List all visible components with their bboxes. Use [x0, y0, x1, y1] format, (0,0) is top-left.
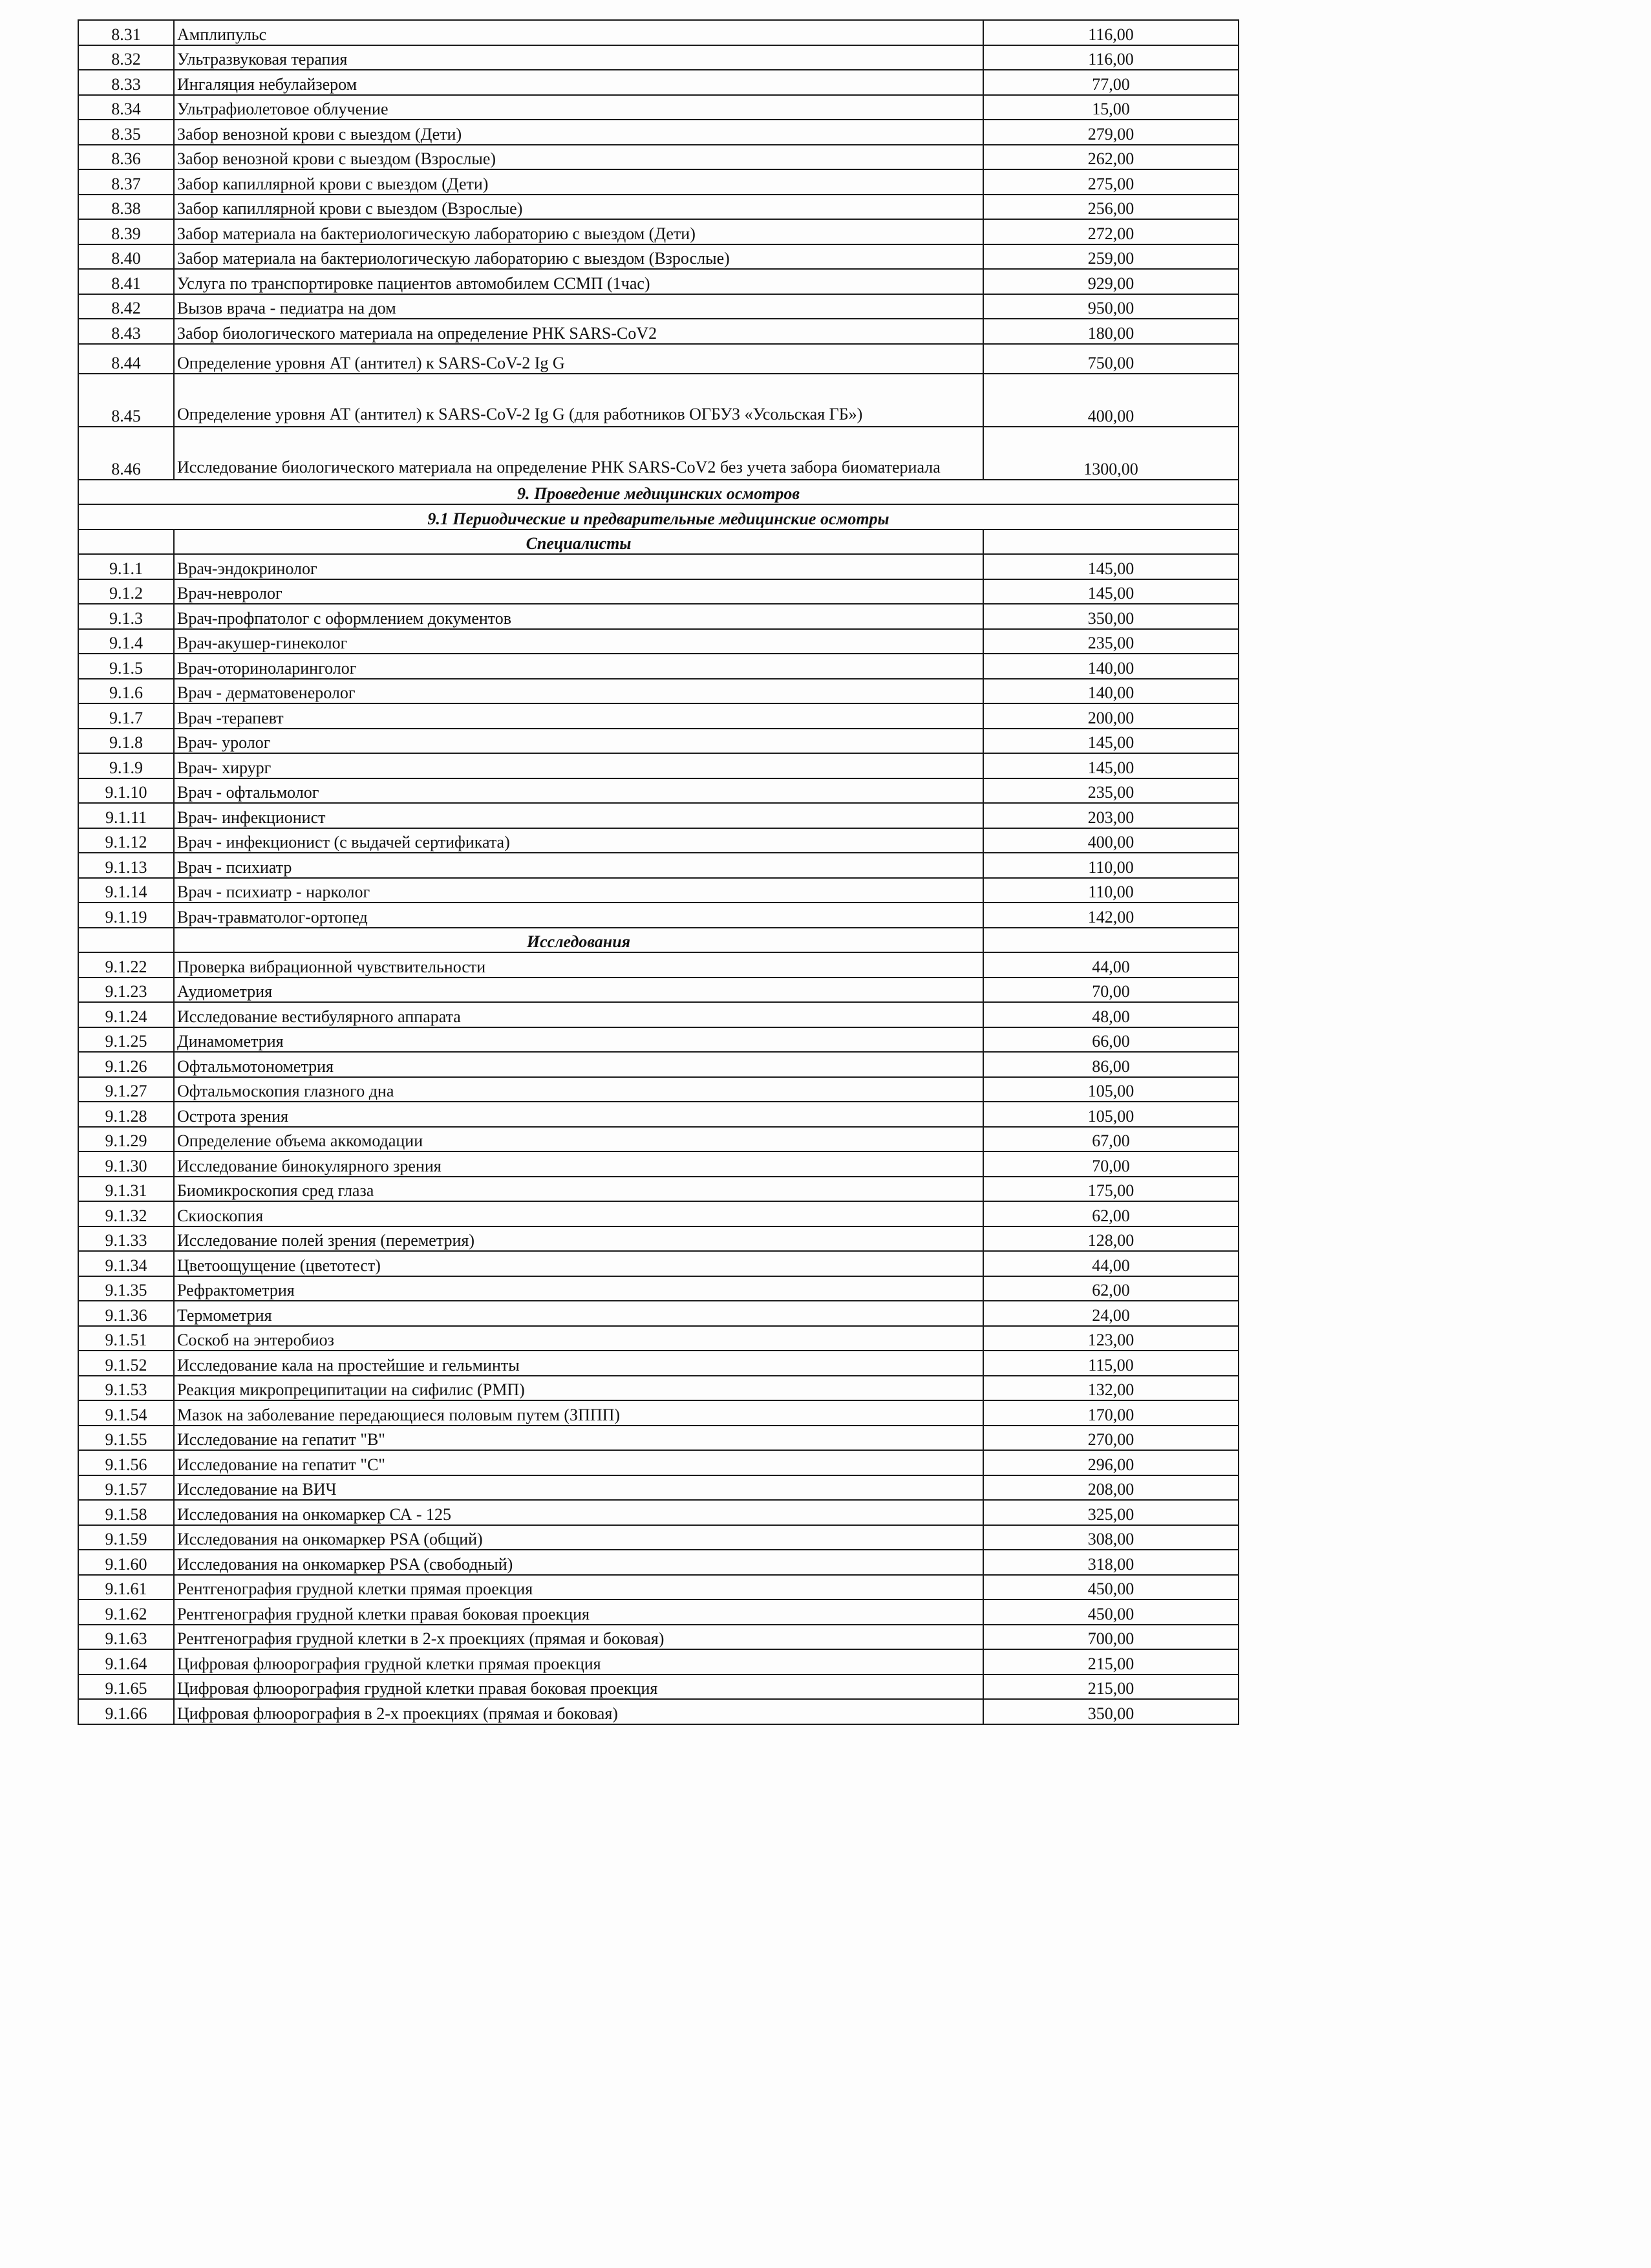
table-row: [78, 729, 1239, 754]
service-name: Цифровая флюорография грудной клетки правая боковая проекция: [174, 1674, 983, 1700]
service-price: 140,00: [983, 654, 1239, 679]
row-number: 8.42: [78, 294, 174, 319]
service-price: 325,00: [983, 1500, 1239, 1525]
row-number: 9.1.53: [78, 1376, 174, 1401]
table-row: [78, 169, 1239, 195]
row-number: 9.1.6: [78, 679, 174, 704]
service-name: Исследование полей зрения (переметрия): [174, 1226, 983, 1252]
service-price: 1300,00: [983, 427, 1239, 480]
table-row: [78, 374, 1239, 427]
row-number: 8.35: [78, 120, 174, 145]
service-price: 116,00: [983, 20, 1239, 45]
service-name: Услуга по транспортировке пациентов автомобилем ССМП (1час): [174, 269, 983, 294]
table-row: [78, 70, 1239, 95]
service-name: Врач-эндокринолог: [174, 554, 983, 579]
group-heading-specialists: Специалисты: [174, 530, 983, 555]
service-name: Цветоощущение (цветотест): [174, 1251, 983, 1276]
table-row: [78, 1052, 1239, 1077]
service-name: Проверка вибрационной чувствительности: [174, 952, 983, 978]
service-name: Исследование на гепатит "В": [174, 1426, 983, 1451]
service-price: 67,00: [983, 1127, 1239, 1152]
service-price: 142,00: [983, 903, 1239, 928]
service-name: Врач - офтальмолог: [174, 778, 983, 804]
research-heading: [78, 928, 1239, 953]
row-number: 9.1.32: [78, 1201, 174, 1226]
service-name: Исследование вестибулярного аппарата: [174, 1002, 983, 1027]
row-number: 8.31: [78, 20, 174, 45]
table-row: [78, 654, 1239, 679]
service-name: Рефрактометрия: [174, 1276, 983, 1301]
table-row: [78, 219, 1239, 244]
service-price: 62,00: [983, 1276, 1239, 1301]
table-row: [78, 1426, 1239, 1451]
table-row: [78, 145, 1239, 170]
price-list-table: [78, 19, 1239, 1725]
table-row: [78, 294, 1239, 319]
table-row: [78, 853, 1239, 878]
table-row: [78, 1674, 1239, 1700]
service-price: 400,00: [983, 374, 1239, 427]
service-name: Врач- хирург: [174, 753, 983, 778]
table-row: [78, 1525, 1239, 1550]
row-number: 9.1.62: [78, 1599, 174, 1625]
row-number: 9.1.28: [78, 1102, 174, 1127]
research-rows: [78, 952, 1239, 1724]
table-row: [78, 120, 1239, 145]
service-name: Забор венозной крови с выездом (Дети): [174, 120, 983, 145]
row-number: 9.1.29: [78, 1127, 174, 1152]
group-heading-row: [78, 530, 1239, 555]
row-number: 9.1.11: [78, 803, 174, 828]
empty-cell: [983, 928, 1239, 953]
service-name: Врач- инфекционист: [174, 803, 983, 828]
service-price: 70,00: [983, 978, 1239, 1003]
service-name: Мазок на заболевание передающиеся половым путем (ЗППП): [174, 1400, 983, 1426]
table-row: [78, 269, 1239, 294]
service-name: Врач-акушер-гинеколог: [174, 629, 983, 654]
service-name: Забор материала на бактериологическую лабораторию с выездом (Дети): [174, 219, 983, 244]
service-name: Исследование биологического материала на определение РНК SARS-CoV2 без учета забора биоматериала: [174, 427, 983, 480]
service-price: 275,00: [983, 169, 1239, 195]
table-row: [78, 1127, 1239, 1152]
service-price: 950,00: [983, 294, 1239, 319]
service-name: Исследования на онкомаркер PSA (общий): [174, 1525, 983, 1550]
table-row: [78, 778, 1239, 804]
service-price: 208,00: [983, 1475, 1239, 1501]
row-number: 9.1.23: [78, 978, 174, 1003]
service-price: 175,00: [983, 1177, 1239, 1202]
table-row: [78, 1699, 1239, 1724]
table-row: [78, 319, 1239, 344]
service-name: Вызов врача - педиатра на дом: [174, 294, 983, 319]
row-number: 9.1.64: [78, 1649, 174, 1674]
service-name: Врач-оториноларинголог: [174, 654, 983, 679]
service-name: Врач-профпатолог с оформлением документов: [174, 604, 983, 629]
service-name: Забор капиллярной крови с выездом (Взрослые): [174, 195, 983, 220]
service-price: 123,00: [983, 1326, 1239, 1351]
service-price: 115,00: [983, 1351, 1239, 1376]
row-number: 9.1.60: [78, 1550, 174, 1575]
row-number: 9.1.14: [78, 878, 174, 903]
row-number: 9.1.34: [78, 1251, 174, 1276]
specialists-rows: [78, 554, 1239, 928]
row-number: 9.1.31: [78, 1177, 174, 1202]
service-price: 279,00: [983, 120, 1239, 145]
table-row: [78, 803, 1239, 828]
row-number: 9.1.57: [78, 1475, 174, 1501]
service-price: 215,00: [983, 1649, 1239, 1674]
service-name: Динамометрия: [174, 1027, 983, 1053]
service-price: 48,00: [983, 1002, 1239, 1027]
row-number: 9.1.8: [78, 729, 174, 754]
group-heading-row: [78, 928, 1239, 953]
table-row: [78, 95, 1239, 120]
row-number: 9.1.26: [78, 1052, 174, 1077]
row-number: 8.36: [78, 145, 174, 170]
service-price: 400,00: [983, 828, 1239, 853]
table-row: [78, 1027, 1239, 1053]
row-number: 9.1.30: [78, 1151, 174, 1177]
service-name: Исследование кала на простейшие и гельминты: [174, 1351, 983, 1376]
row-number: 8.40: [78, 244, 174, 270]
table-row: [78, 1376, 1239, 1401]
table-row: [78, 878, 1239, 903]
row-number: 9.1.61: [78, 1575, 174, 1600]
row-number: 8.38: [78, 195, 174, 220]
service-price: 350,00: [983, 604, 1239, 629]
row-number: 9.1.4: [78, 629, 174, 654]
service-name: Врач - психиатр: [174, 853, 983, 878]
service-price: 145,00: [983, 579, 1239, 604]
service-price: 145,00: [983, 554, 1239, 579]
table-row: [78, 1251, 1239, 1276]
table-row: [78, 629, 1239, 654]
service-name: Исследование на гепатит "С": [174, 1450, 983, 1475]
service-name: Врач -терапевт: [174, 703, 983, 729]
service-price: 700,00: [983, 1625, 1239, 1650]
service-name: Врач - дерматовенеролог: [174, 679, 983, 704]
service-price: 170,00: [983, 1400, 1239, 1426]
row-number: 9.1.19: [78, 903, 174, 928]
service-name: Соскоб на энтеробиоз: [174, 1326, 983, 1351]
section-8-tall-rows: [78, 344, 1239, 555]
table-row: [78, 753, 1239, 778]
table-row: [78, 344, 1239, 374]
service-name: Врач- уролог: [174, 729, 983, 754]
row-number: 9.1.55: [78, 1426, 174, 1451]
row-number: 9.1.13: [78, 853, 174, 878]
row-number: 8.46: [78, 427, 174, 480]
service-price: 929,00: [983, 269, 1239, 294]
service-price: 350,00: [983, 1699, 1239, 1724]
service-price: 235,00: [983, 629, 1239, 654]
row-number: 9.1.33: [78, 1226, 174, 1252]
section-heading-row: [78, 480, 1239, 505]
table-row: [78, 1625, 1239, 1650]
row-number: 9.1.51: [78, 1326, 174, 1351]
service-price: 66,00: [983, 1027, 1239, 1053]
row-number: 9.1.9: [78, 753, 174, 778]
service-price: 145,00: [983, 729, 1239, 754]
service-name: Ингаляция небулайзером: [174, 70, 983, 95]
empty-cell: [983, 530, 1239, 555]
service-name: Амплипульс: [174, 20, 983, 45]
service-price: 450,00: [983, 1599, 1239, 1625]
table-row: [78, 244, 1239, 270]
service-price: 105,00: [983, 1102, 1239, 1127]
service-price: 180,00: [983, 319, 1239, 344]
row-number: 8.32: [78, 45, 174, 70]
table-row: [78, 679, 1239, 704]
row-number: 9.1.59: [78, 1525, 174, 1550]
row-number: 9.1.2: [78, 579, 174, 604]
table-row: [78, 978, 1239, 1003]
empty-cell: [78, 928, 174, 953]
service-name: Исследование бинокулярного зрения: [174, 1151, 983, 1177]
table-row: [78, 1649, 1239, 1674]
service-price: 77,00: [983, 70, 1239, 95]
service-price: 256,00: [983, 195, 1239, 220]
table-row: [78, 1276, 1239, 1301]
row-number: 9.1.24: [78, 1002, 174, 1027]
service-name: Рентгенография грудной клетки прямая проекция: [174, 1575, 983, 1600]
table-row: [78, 1177, 1239, 1202]
service-price: 450,00: [983, 1575, 1239, 1600]
service-price: 203,00: [983, 803, 1239, 828]
row-number: 9.1.22: [78, 952, 174, 978]
section-8-rows: [78, 20, 1239, 344]
row-number: 9.1.27: [78, 1077, 174, 1102]
row-number: 9.1.3: [78, 604, 174, 629]
table-row: [78, 45, 1239, 70]
row-number: 9.1.35: [78, 1276, 174, 1301]
table-row: [78, 604, 1239, 629]
table-row: [78, 195, 1239, 220]
section-heading-9-1: 9.1 Периодические и предварительные медицинские осмотры: [78, 504, 1239, 530]
service-price: 270,00: [983, 1426, 1239, 1451]
table-row: [78, 1002, 1239, 1027]
table-row: [78, 1151, 1239, 1177]
service-name: Ультразвуковая терапия: [174, 45, 983, 70]
service-name: Рентгенография грудной клетки правая боковая проекция: [174, 1599, 983, 1625]
service-price: 15,00: [983, 95, 1239, 120]
service-price: 132,00: [983, 1376, 1239, 1401]
table-row: [78, 828, 1239, 853]
row-number: 9.1.10: [78, 778, 174, 804]
table-row: [78, 1550, 1239, 1575]
table-row: [78, 1575, 1239, 1600]
table-row: [78, 1351, 1239, 1376]
table-row: [78, 427, 1239, 480]
row-number: 9.1.56: [78, 1450, 174, 1475]
row-number: 9.1.66: [78, 1699, 174, 1724]
service-name: Ультрафиолетовое облучение: [174, 95, 983, 120]
table-row: [78, 1400, 1239, 1426]
table-row: [78, 1475, 1239, 1501]
service-price: 110,00: [983, 853, 1239, 878]
table-row: [78, 1301, 1239, 1326]
row-number: 8.43: [78, 319, 174, 344]
service-name: Исследования на онкомаркер PSA (свободный): [174, 1550, 983, 1575]
row-number: 9.1.7: [78, 703, 174, 729]
row-number: 8.41: [78, 269, 174, 294]
row-number: 8.37: [78, 169, 174, 195]
row-number: 8.39: [78, 219, 174, 244]
service-price: 308,00: [983, 1525, 1239, 1550]
service-price: 70,00: [983, 1151, 1239, 1177]
service-name: Цифровая флюорография в 2-х проекциях (прямая и боковая): [174, 1699, 983, 1724]
service-price: 318,00: [983, 1550, 1239, 1575]
table-row: [78, 703, 1239, 729]
service-name: Забор биологического материала на определение РНК SARS-CoV2: [174, 319, 983, 344]
table-row: [78, 952, 1239, 978]
service-name: Аудиометрия: [174, 978, 983, 1003]
service-name: Забор капиллярной крови с выездом (Дети): [174, 169, 983, 195]
table-row: [78, 1450, 1239, 1475]
service-name: Биомикроскопия сред глаза: [174, 1177, 983, 1202]
row-number: 9.1.52: [78, 1351, 174, 1376]
service-name: Термометрия: [174, 1301, 983, 1326]
subsection-heading-row: [78, 504, 1239, 530]
service-name: Реакция микропреципитации на сифилис (РМП): [174, 1376, 983, 1401]
service-name: Офтальмотонометрия: [174, 1052, 983, 1077]
row-number: 9.1.54: [78, 1400, 174, 1426]
table-row: [78, 903, 1239, 928]
row-number: 9.1.5: [78, 654, 174, 679]
service-price: 116,00: [983, 45, 1239, 70]
service-name: Забор материала на бактериологическую лабораторию с выездом (Взрослые): [174, 244, 983, 270]
table-row: [78, 1226, 1239, 1252]
service-name: Забор венозной крови с выездом (Взрослые): [174, 145, 983, 170]
service-price: 215,00: [983, 1674, 1239, 1700]
row-number: 8.45: [78, 374, 174, 427]
service-price: 145,00: [983, 753, 1239, 778]
row-number: 9.1.36: [78, 1301, 174, 1326]
service-name: Рентгенография грудной клетки в 2-х проекциях (прямая и боковая): [174, 1625, 983, 1650]
table-row: [78, 1201, 1239, 1226]
service-name: Исследования на онкомаркер СА - 125: [174, 1500, 983, 1525]
table-row: [78, 579, 1239, 604]
service-name: Врач - инфекционист (с выдачей сертификата): [174, 828, 983, 853]
service-price: 140,00: [983, 679, 1239, 704]
service-name: Определение уровня АТ (антител) к SARS-CoV-2 Ig G (для работников ОГБУЗ «Усольская ГБ»): [174, 374, 983, 427]
service-price: 86,00: [983, 1052, 1239, 1077]
service-price: 750,00: [983, 344, 1239, 374]
service-name: Цифровая флюорография грудной клетки прямая проекция: [174, 1649, 983, 1674]
row-number: 9.1.1: [78, 554, 174, 579]
group-heading-research: Исследования: [174, 928, 983, 953]
row-number: 9.1.65: [78, 1674, 174, 1700]
row-number: 8.34: [78, 95, 174, 120]
service-price: 235,00: [983, 778, 1239, 804]
service-price: 110,00: [983, 878, 1239, 903]
service-name: Определение объема аккомодации: [174, 1127, 983, 1152]
service-name: Врач-невролог: [174, 579, 983, 604]
table-row: [78, 1102, 1239, 1127]
table-row: [78, 1500, 1239, 1525]
row-number: 9.1.58: [78, 1500, 174, 1525]
table-row: [78, 554, 1239, 579]
service-name: Острота зрения: [174, 1102, 983, 1127]
row-number: 9.1.25: [78, 1027, 174, 1053]
row-number: 8.33: [78, 70, 174, 95]
empty-cell: [78, 530, 174, 555]
row-number: 8.44: [78, 344, 174, 374]
service-name: Определение уровня АТ (антител) к SARS-CoV-2 Ig G: [174, 344, 983, 374]
service-price: 44,00: [983, 952, 1239, 978]
row-number: 9.1.12: [78, 828, 174, 853]
service-price: 272,00: [983, 219, 1239, 244]
service-price: 105,00: [983, 1077, 1239, 1102]
service-price: 200,00: [983, 703, 1239, 729]
service-price: 24,00: [983, 1301, 1239, 1326]
service-name: Скиоскопия: [174, 1201, 983, 1226]
service-name: Офтальмоскопия глазного дна: [174, 1077, 983, 1102]
table-row: [78, 20, 1239, 45]
service-price: 262,00: [983, 145, 1239, 170]
service-name: Врач-травматолог-ортопед: [174, 903, 983, 928]
service-price: 62,00: [983, 1201, 1239, 1226]
table-row: [78, 1077, 1239, 1102]
service-price: 128,00: [983, 1226, 1239, 1252]
row-number: 9.1.63: [78, 1625, 174, 1650]
service-name: Исследование на ВИЧ: [174, 1475, 983, 1501]
service-name: Врач - психиатр - нарколог: [174, 878, 983, 903]
service-price: 296,00: [983, 1450, 1239, 1475]
section-heading-9: 9. Проведение медицинских осмотров: [78, 480, 1239, 505]
service-price: 259,00: [983, 244, 1239, 270]
table-row: [78, 1599, 1239, 1625]
table-row: [78, 1326, 1239, 1351]
service-price: 44,00: [983, 1251, 1239, 1276]
